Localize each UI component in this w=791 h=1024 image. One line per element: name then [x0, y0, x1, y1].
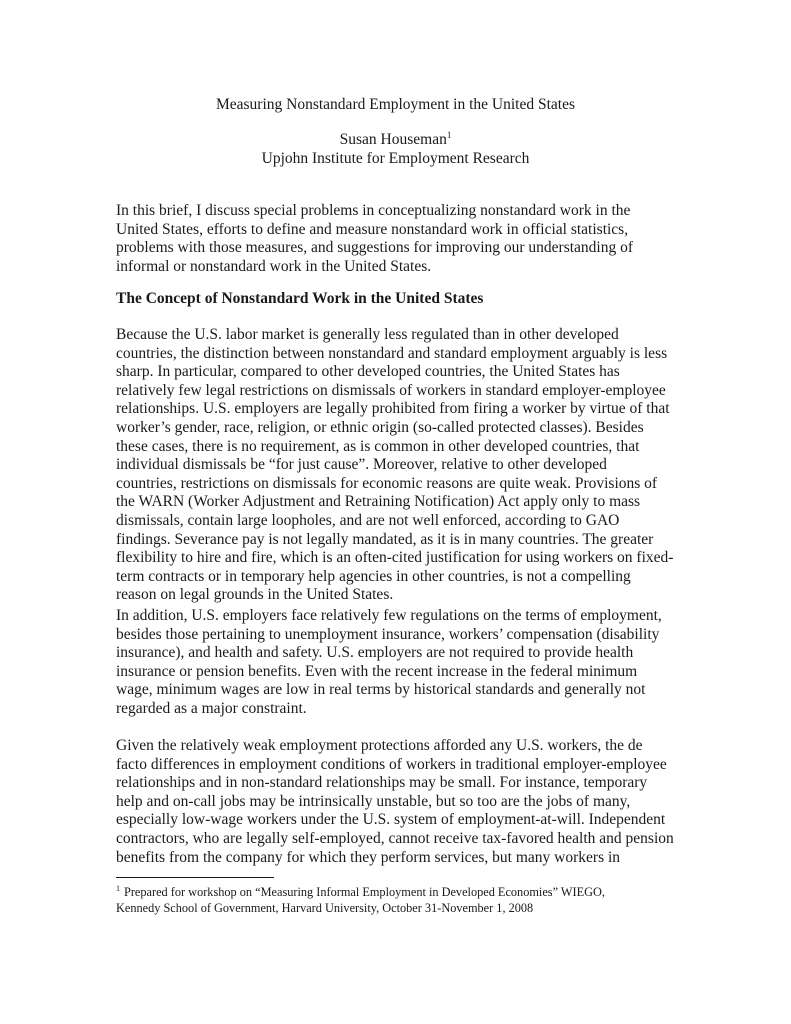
- author-affiliation: Upjohn Institute for Employment Research: [261, 150, 530, 167]
- author-line: [0, 130, 791, 149]
- author-footnote-mark: 1: [446, 130, 452, 140]
- footnote: [116, 884, 676, 916]
- footnote-separator: [116, 877, 274, 878]
- body-paragraph: Given the relatively weak employment protections afforded any U.S. workers, the de facto differences in employment conditions of workers in traditional employer-employee relationships and in non-standard relationships may be small. For instance, temporary help and on-call jobs may be intrinsically unstable, but so too are the jobs of many, especially low-wage workers under the U.S. system of employment-at-will. Independent contractors, who are legally self-employed, cannot receive tax-favored health and pension benefits from the company for which they perform services, but many workers in: [116, 737, 674, 866]
- footnote-mark: 1: [116, 884, 120, 893]
- author-name: Susan Houseman: [339, 131, 447, 148]
- body-paragraph: In addition, U.S. employers face relatively few regulations on the terms of employment, besides those pertaining to unemployment insurance, workers’ compensation (disability insurance), and health and safety. U.S. employers are not required to provide health insurance or pension benefits. Even with the recent increase in the federal minimum wage, minimum wages are low in real terms by historical standards and generally not regarded as a major constraint.: [116, 607, 662, 717]
- body-paragraph: Because the U.S. labor market is generally less regulated than in other developed countries, the distinction between nonstandard and standard employment arguably is less sharp. In particular, compared to other developed countries, the United States has relatively few legal restrictions on dismissals of workers in standard employer-employee relationships. U.S. employers are legally prohibited from firing a worker by virtue of that worker’s gender, race, religion, or ethnic origin (so-called protected classes). Besides these cases, there is no requirement, as is common in other developed countries, that individual dismissals be “for just cause”. Moreover, relative to other developed countries, restrictions on dismissals for economic reasons are quite weak. Provisions of the WARN (Worker Adjustment and Retraining Notification) Act apply only to mass dismissals, contain large loopholes, and are not well enforced, according to GAO findings. Severance pay is not legally mandated, as it is in many countries. The greater flexibility to hire and fire, which is an often-cited justification for using workers on fixed- term contracts or in temporary help agencies in other countries, is not a compelling reason on legal grounds in the United States.: [116, 326, 674, 604]
- intro-paragraph: In this brief, I discuss special problems in conceptualizing nonstandard work in the United States, efforts to define and measure nonstandard work in official statistics, problems with those measures, and suggestions for improving our understanding of informal or nonstandard work in the United States.: [116, 202, 634, 275]
- document-title: Measuring Nonstandard Employment in the United States: [215, 96, 576, 113]
- section-heading: The Concept of Nonstandard Work in the United States: [116, 290, 484, 307]
- footnote-text: Prepared for workshop on “Measuring Informal Employment in Developed Economies” WIEGO, Kennedy School of Government, Harvard University, October 31-November 1, 2008: [116, 885, 605, 915]
